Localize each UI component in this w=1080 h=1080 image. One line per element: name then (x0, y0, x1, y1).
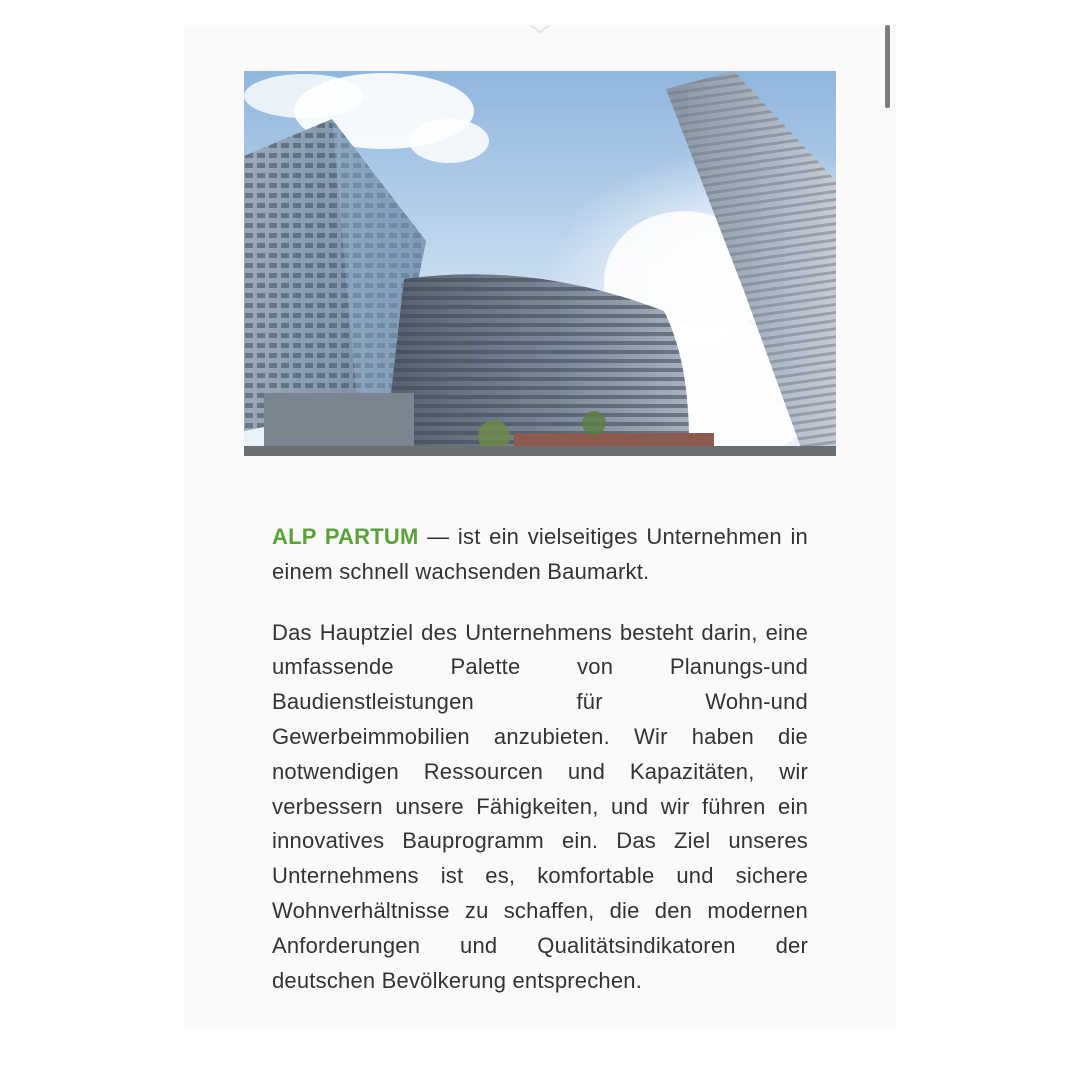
chevron-down-icon (529, 25, 551, 34)
scrollbar-thumb[interactable] (885, 25, 890, 108)
office-skyscrapers-icon (244, 71, 836, 456)
body-paragraph: Das Hauptziel des Unternehmens besteht darin, eine umfassende Palette von Planungs-und Baudienstleistungen für Wohn-und Gewerbeimmobilien anzubieten. Wir haben die notwendigen Ressourcen und Kapazitäten, wir verbessern unsere Fähigkeiten, und wir führen ein innovatives Bauprogramm ein. Das Ziel unseres Unternehmens ist es, komfortable und sichere Wohnverhältnisse zu schaffen, die den modernen Anforderungen und Qualitätsindikatoren der deutschen Bevölkerung entsprechen. (272, 619, 808, 993)
intro-tagline: — ist ein vielseitiges Unternehmen in einem schnell wachsenden Baumarkt. (272, 524, 808, 584)
about-text (272, 520, 808, 998)
hero-image (244, 71, 836, 456)
brand-name: ALP PARTUM (272, 524, 419, 549)
intro-paragraph (272, 520, 808, 590)
